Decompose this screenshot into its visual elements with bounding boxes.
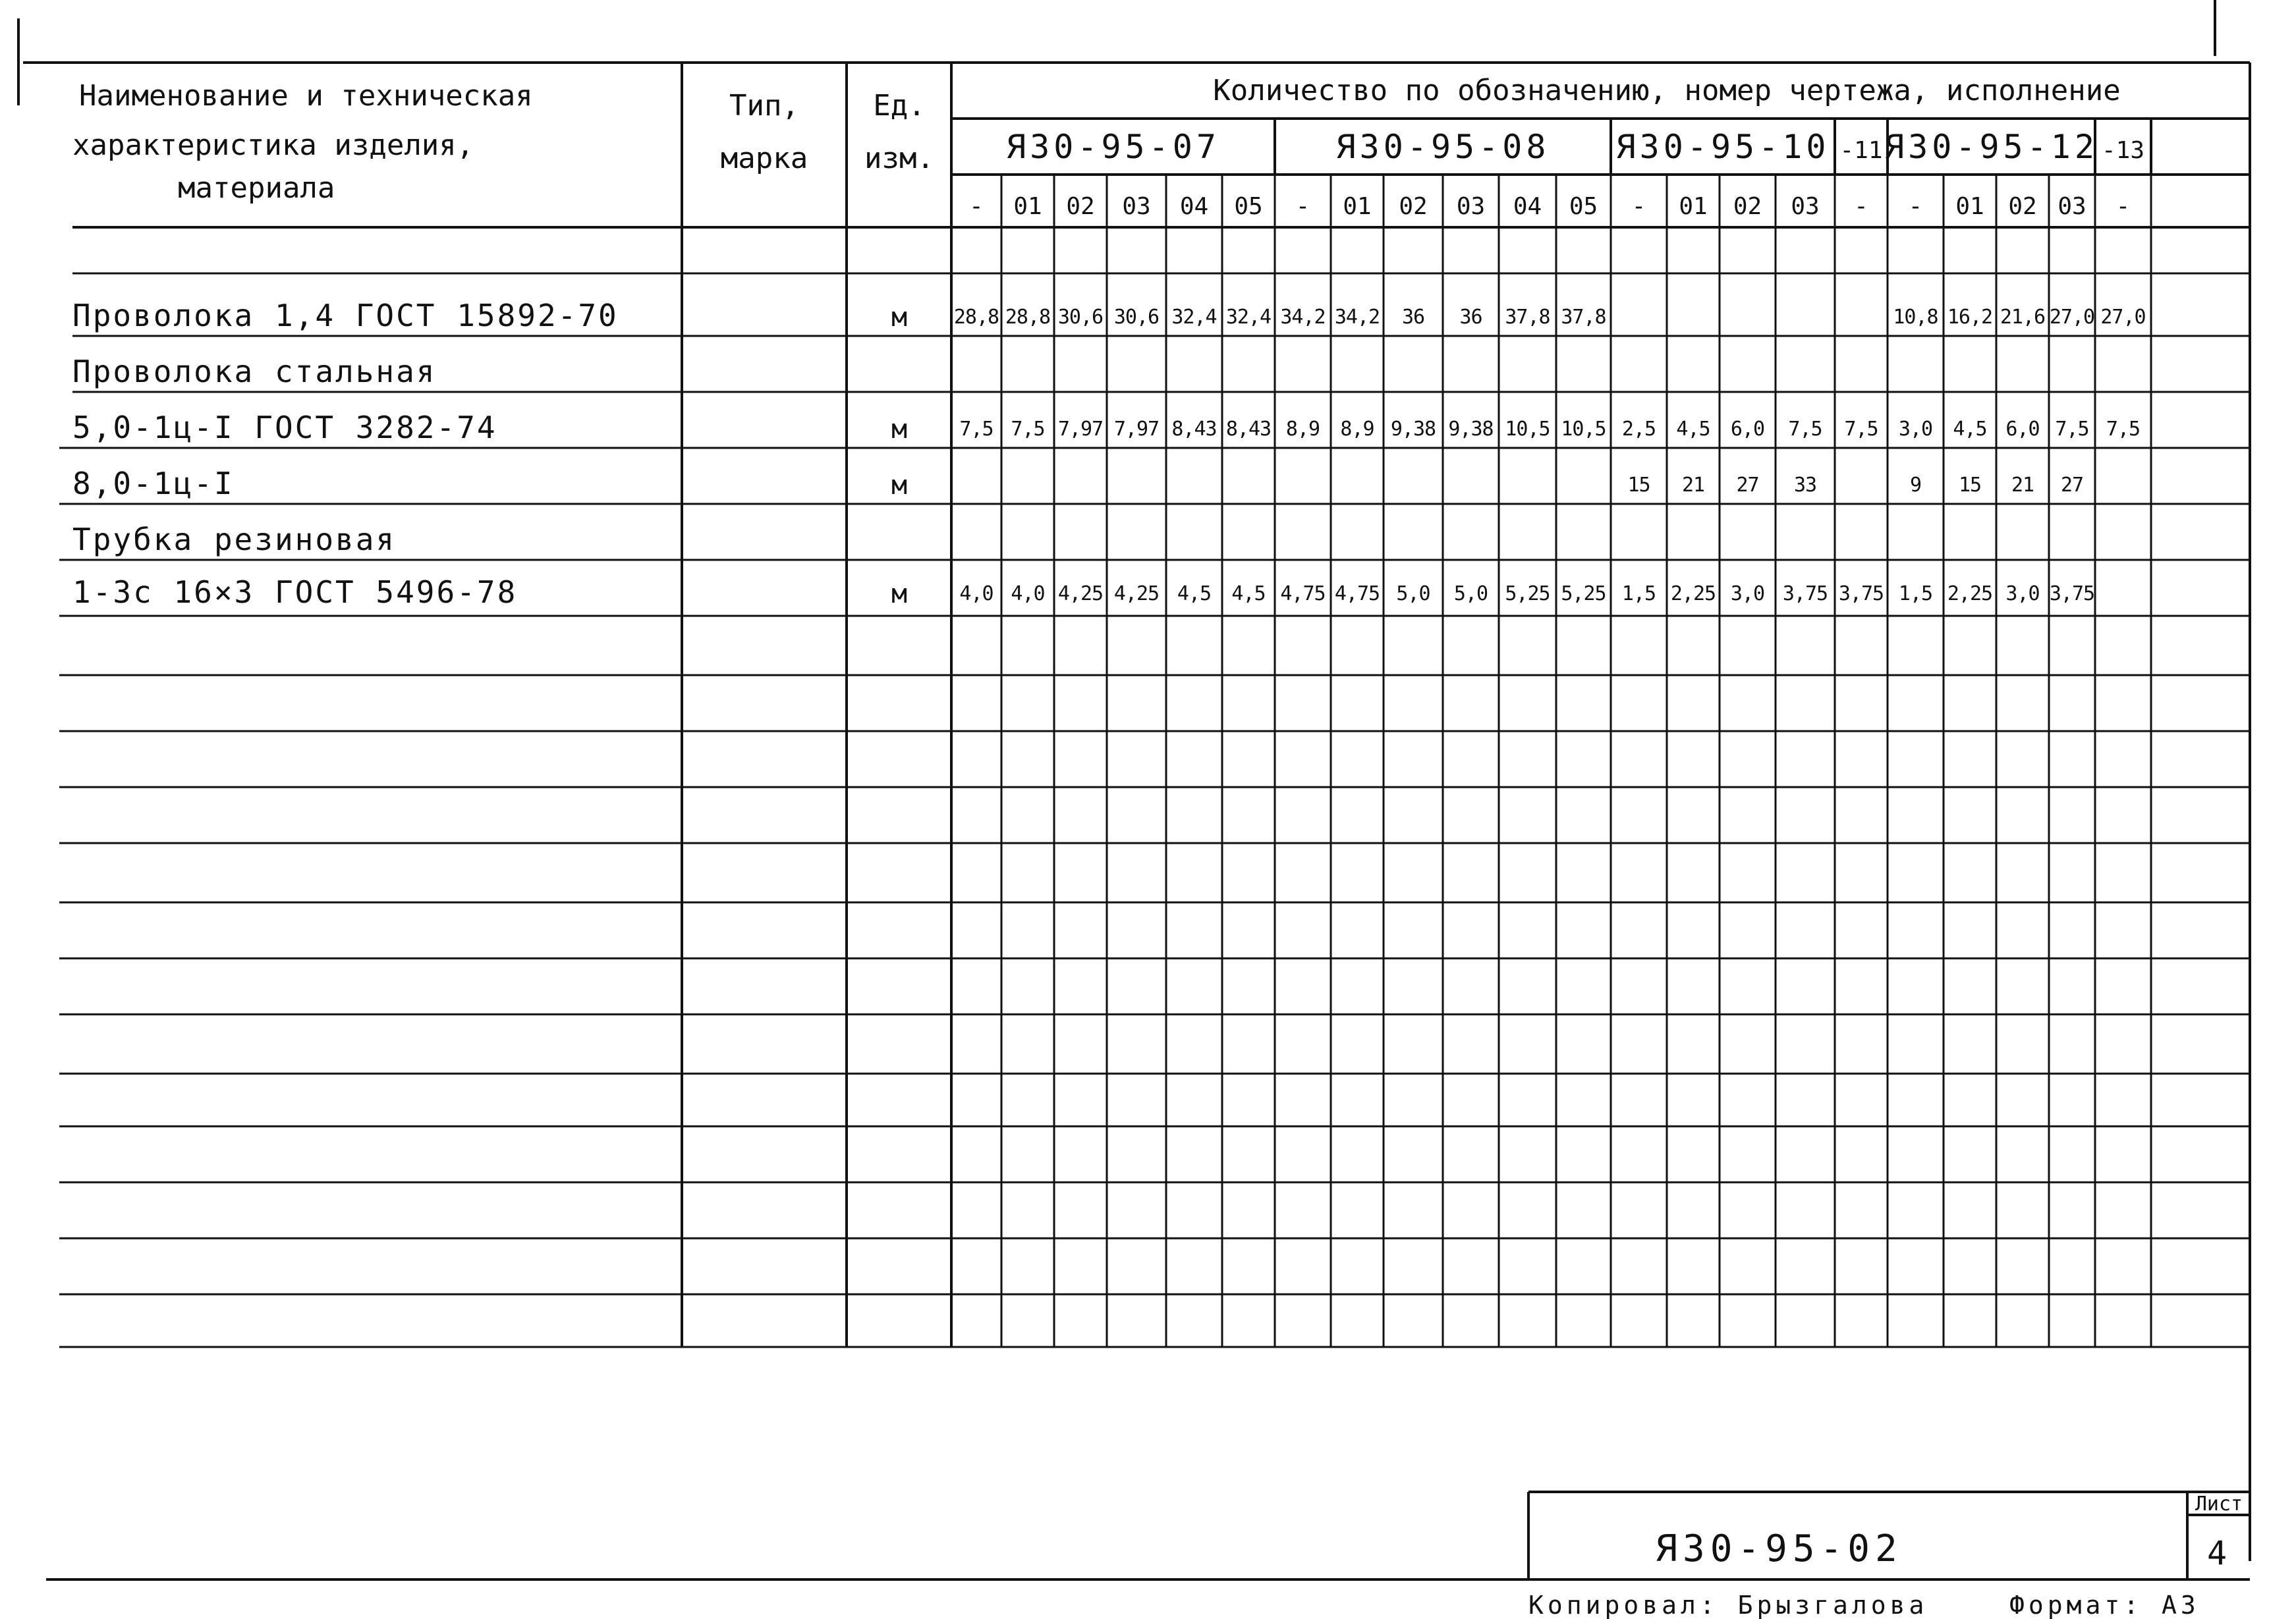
row-3-value-20: 6,0 <box>2005 418 2040 441</box>
row-3-name: 5,0-1ц-I ГОСТ 3282-74 <box>72 410 497 445</box>
row-4-unit: м <box>891 470 908 501</box>
row-6-value-16: 3,75 <box>1782 582 1828 605</box>
row-6-value-19: 2,25 <box>1947 582 1993 605</box>
row-3-value-14: 4,5 <box>1676 418 1710 441</box>
row-3-value-9: 9,38 <box>1390 418 1436 441</box>
group-title-4: -11 <box>1839 137 1883 164</box>
sheet-number: 4 <box>2206 1534 2231 1572</box>
row-3-value-1: 7,5 <box>959 418 994 441</box>
variant-header-16: 03 <box>1791 193 1820 220</box>
row-4-value-21: 27 <box>2060 474 2084 497</box>
variant-header-4: 03 <box>1122 193 1151 220</box>
group-title-1: Я30-95-07 <box>1006 128 1220 166</box>
row-1-value-1: 28,8 <box>953 306 999 329</box>
row-1-value-18: 10,8 <box>1893 306 1938 329</box>
variant-header-17: - <box>1854 193 1868 220</box>
row-3-value-17: 7,5 <box>1844 418 1878 441</box>
header-type-line-1: Тип, <box>729 89 799 123</box>
row-3-value-8: 8,9 <box>1340 418 1374 441</box>
variant-header-7: - <box>1295 193 1310 220</box>
row-3-value-12: 10,5 <box>1561 418 1606 441</box>
footer-copied-by: Копировал: Брызгалова <box>1528 1591 1928 1619</box>
row-6-value-11: 5,25 <box>1505 582 1550 605</box>
row-3-value-21: 7,5 <box>2055 418 2089 441</box>
row-5-name: Трубка резиновая <box>72 522 397 557</box>
row-6-value-2: 4,0 <box>1011 582 1045 605</box>
row-4-name: 8,0-1ц-I <box>72 466 235 501</box>
row-1-value-9: 36 <box>1401 306 1425 329</box>
row-6-value-6: 4,5 <box>1231 582 1266 605</box>
row-1-value-11: 37,8 <box>1505 306 1550 329</box>
sheet-label: Лист <box>2195 1493 2243 1516</box>
row-6-value-3: 4,25 <box>1057 582 1104 605</box>
group-title-2: Я30-95-08 <box>1335 128 1550 166</box>
row-3-value-11: 10,5 <box>1505 418 1550 441</box>
table-grid <box>18 0 2250 1579</box>
row-3-value-6: 8,43 <box>1225 418 1272 441</box>
variant-header-22: - <box>2115 193 2131 220</box>
header-name-line-2: характеристика изделия, <box>72 128 474 162</box>
variant-header-8: 01 <box>1343 193 1372 220</box>
row-1-value-19: 16,2 <box>1947 306 1993 329</box>
variant-header-12: 05 <box>1569 193 1598 220</box>
row-6-value-5: 4,5 <box>1177 582 1212 605</box>
header-quantity-title: Количество по обозначению, номер чертежа, исполнение <box>1213 74 2121 107</box>
row-6-name: 1-3с 16×3 ГОСТ 5496-78 <box>72 574 518 610</box>
row-6-value-17: 3,75 <box>1838 582 1884 605</box>
row-6-value-1: 4,0 <box>959 582 994 605</box>
row-6-unit: м <box>891 579 908 609</box>
row-1-value-10: 36 <box>1459 306 1482 329</box>
row-3-value-7: 8,9 <box>1285 418 1320 441</box>
row-1-value-12: 37,8 <box>1561 306 1606 329</box>
row-6-value-8: 4,75 <box>1334 582 1380 605</box>
row-3-unit: м <box>891 414 908 445</box>
header-unit-line-1: Ед. <box>873 89 926 123</box>
row-3-value-5: 8,43 <box>1171 418 1217 441</box>
row-4-value-19: 15 <box>1958 474 1982 497</box>
row-6-value-13: 1,5 <box>1621 582 1656 605</box>
row-4-value-13: 15 <box>1627 474 1650 497</box>
variant-header-3: 02 <box>1066 193 1095 220</box>
variant-header-19: 01 <box>1955 193 1984 220</box>
row-1-value-6: 32,4 <box>1225 306 1272 329</box>
row-3-value-3: 7,97 <box>1057 418 1104 441</box>
row-1-value-21: 27,0 <box>2049 306 2095 329</box>
variant-header-11: 04 <box>1513 193 1542 220</box>
row-4-value-16: 33 <box>1793 474 1817 497</box>
row-1-value-20: 21,6 <box>2000 306 2046 329</box>
row-4-value-14: 21 <box>1681 474 1705 497</box>
row-6-value-7: 4,75 <box>1280 582 1326 605</box>
row-4-value-20: 21 <box>2011 474 2034 497</box>
variant-header-21: 03 <box>2058 193 2086 220</box>
table-text <box>72 74 2243 1619</box>
variant-header-15: 02 <box>1733 193 1762 220</box>
row-1-value-2: 28,8 <box>1005 306 1051 329</box>
variant-header-2: 01 <box>1013 193 1042 220</box>
group-title-5: Я30-95-12 <box>1884 128 2098 166</box>
row-3-value-4: 7,97 <box>1113 418 1160 441</box>
row-3-value-13: 2,5 <box>1621 418 1656 441</box>
variant-header-14: 01 <box>1679 193 1708 220</box>
row-6-value-4: 4,25 <box>1113 582 1160 605</box>
row-6-value-12: 5,25 <box>1561 582 1606 605</box>
row-3-value-10: 9,38 <box>1448 418 1494 441</box>
variant-header-10: 03 <box>1456 193 1486 220</box>
row-3-value-19: 4,5 <box>1953 418 1987 441</box>
row-6-value-9: 5,0 <box>1396 582 1430 605</box>
row-3-value-18: 3,0 <box>1898 418 1933 441</box>
row-6-value-18: 1,5 <box>1898 582 1933 605</box>
row-3-value-15: 6,0 <box>1730 418 1765 441</box>
variant-header-1: - <box>969 193 984 220</box>
footer-format: Формат: А3 <box>2009 1591 2200 1619</box>
row-6-value-20: 3,0 <box>2005 582 2040 605</box>
group-title-3: Я30-95-10 <box>1615 128 1830 166</box>
variant-header-5: 04 <box>1179 193 1209 220</box>
group-title-6: -13 <box>2101 137 2145 164</box>
row-1-unit: м <box>891 302 908 333</box>
document-number: Я30-95-02 <box>1655 1527 1903 1570</box>
row-6-value-14: 2,25 <box>1670 582 1716 605</box>
row-1-name: Проволока 1,4 ГОСТ 15892-70 <box>72 298 619 333</box>
row-1-value-7: 34,2 <box>1280 306 1326 329</box>
variant-header-9: 02 <box>1399 193 1428 220</box>
row-3-value-16: 7,5 <box>1788 418 1822 441</box>
variant-header-6: 05 <box>1234 193 1263 220</box>
variant-header-13: - <box>1631 193 1646 220</box>
row-2-name: Проволока стальная <box>72 354 437 389</box>
row-1-value-3: 30,6 <box>1057 306 1104 329</box>
row-1-value-22: 27,0 <box>2100 306 2146 329</box>
row-3-value-22: 7,5 <box>2106 418 2141 441</box>
row-1-value-5: 32,4 <box>1171 306 1217 329</box>
row-4-value-15: 27 <box>1736 474 1759 497</box>
row-1-value-4: 30,6 <box>1113 306 1160 329</box>
row-6-value-21: 3,75 <box>2049 582 2095 605</box>
header-name-line-3: материала <box>178 171 335 205</box>
variant-header-20: 02 <box>2008 193 2037 220</box>
row-6-value-10: 5,0 <box>1453 582 1488 605</box>
row-1-value-8: 34,2 <box>1334 306 1380 329</box>
header-name-line-1: Наименование и техническая <box>79 79 533 113</box>
header-unit-line-2: изм. <box>864 142 934 175</box>
row-6-value-15: 3,0 <box>1730 582 1765 605</box>
row-3-value-2: 7,5 <box>1011 418 1045 441</box>
header-type-line-2: марка <box>720 142 808 175</box>
row-4-value-18: 9 <box>1909 474 1922 497</box>
variant-header-18: - <box>1908 193 1923 220</box>
